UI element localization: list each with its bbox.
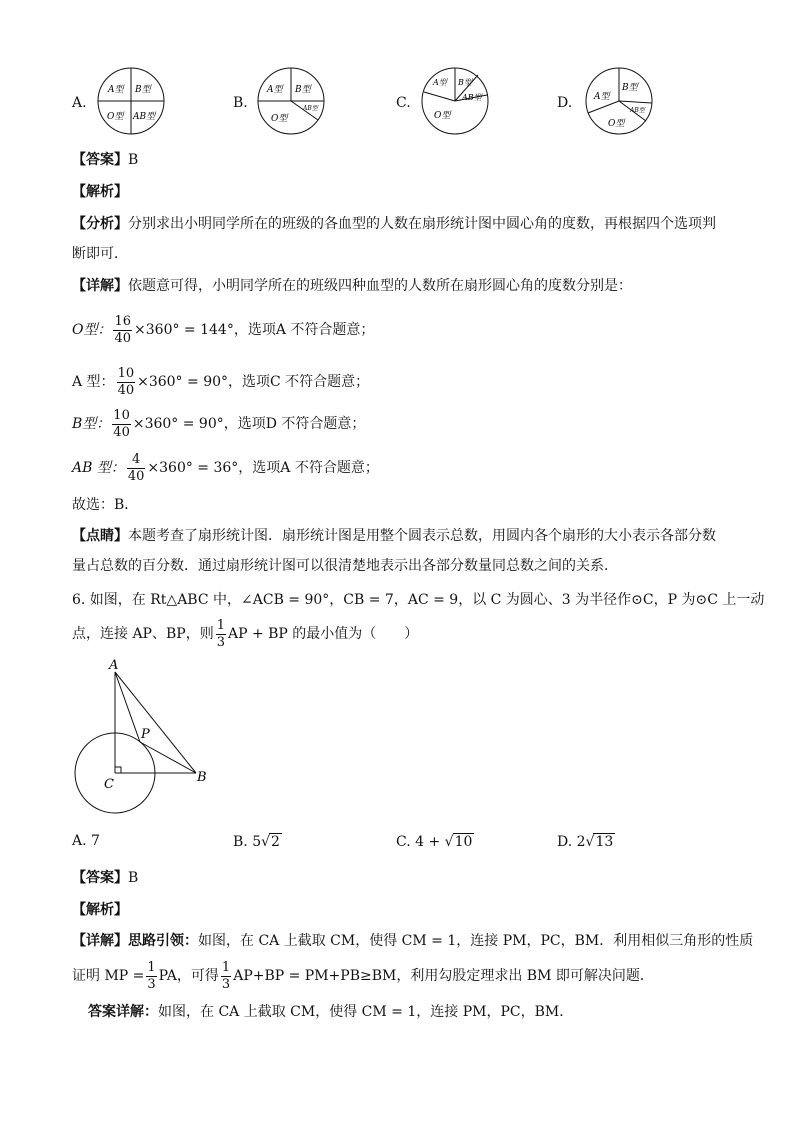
q6-silu-bold: 思路引领： [128, 933, 198, 949]
q6-option-d-radicand: 13 [595, 834, 614, 850]
calc-row-a-expr: ×360° = 90°，选项C 不符合题意； [137, 374, 370, 390]
pie-d-label-ab: AB型 [630, 107, 645, 114]
pie-c-label-o: O型 [434, 111, 451, 121]
pie-d-label-b: B型 [622, 83, 638, 93]
pie-b-label-a: A型 [267, 85, 283, 95]
calc-row-ab [72, 450, 379, 486]
q5-dianjing-text-1: 本题考查了扇形统计图．扇形统计图是用整个圆表示总数，用圆内各个扇形的大小表示各部分数 [128, 528, 716, 544]
q6-option-b-radicand: 2 [271, 834, 280, 850]
q6-silu-text-2a: 证明 MP = [72, 968, 145, 984]
q5-choose-line: 故选：B． [72, 497, 139, 513]
q5-fenxi-text-1: 分别求出小明同学所在的班级的各血型的人数在扇形统计图中圆心角的度数，再根据四个选项判 [128, 216, 716, 232]
pie-a-label-o: O型 [107, 112, 124, 122]
q6-option-b: B. 5√2 [233, 834, 280, 850]
q5-xiangjie-line [72, 276, 632, 296]
calc-row-a-fraction: $\frac{10}{40}$ [117, 365, 135, 398]
q6-stem-fraction: $\frac{1}{3}$ [216, 617, 225, 650]
q6-answer: B [128, 870, 139, 886]
q6-geometry-figure [64, 652, 224, 822]
pie-c-label-b: B型 [458, 78, 472, 87]
calc-row-ab-expr: ×360° = 36°，选项A 不符合题意； [147, 460, 379, 476]
pie-d-label-a: A型 [594, 92, 610, 102]
q6-silu-text-2b: PA，可得 [158, 968, 219, 984]
q6-option-d: D. 2√13 [557, 834, 614, 850]
q5-dianjing-line-1 [72, 526, 716, 546]
calc-row-b-expr: ×360° = 90°，选项D 不符合题意； [132, 416, 366, 432]
q5-answer-line [72, 150, 138, 170]
pie-c-label-a: A型 [433, 78, 447, 87]
q6-silu-fraction-2: $\frac{1}{3}$ [221, 959, 231, 992]
q6-stem-text-b: AP + BP 的最小值为（ ） [227, 626, 419, 642]
q6-analysis-tag: 【解析】 [72, 902, 128, 918]
pie-d-label-o: O型 [608, 119, 625, 129]
pie-b-label-b: B型 [295, 85, 311, 95]
q6-silu-fraction-1: $\frac{1}{3}$ [147, 959, 156, 992]
calc-row-ab-type: AB 型： [72, 460, 125, 476]
pie-c-label-ab: AB型 [462, 93, 482, 102]
q6-daan-text: 如图，在 CA 上截取 CM，使得 CM = 1，连接 PM，PC，BM． [158, 1004, 574, 1020]
q5-fenxi-line-2: 断即可． [72, 246, 128, 262]
q6-xiangjie-line-2 [72, 958, 654, 994]
pie-chart-b [256, 66, 326, 136]
q6-daan-bold: 答案详解： [88, 1004, 158, 1020]
pie-chart-a [96, 66, 166, 136]
calc-row-b [72, 406, 365, 442]
pie-a-label-a: A型 [108, 85, 124, 95]
figure-label-a: A [109, 658, 119, 673]
q6-daan-line [88, 1002, 573, 1022]
calc-row-a [72, 364, 369, 400]
calc-row-b-fraction: $\frac{10}{40}$ [113, 407, 130, 440]
q5-xiangjie-tag: 【详解】 [72, 278, 128, 294]
q5-fenxi-tag: 【分析】 [72, 216, 128, 232]
q6-silu-text-1: 如图，在 CA 上截取 CM，使得 CM = 1，连接 PM，PC，BM．利用相似三角形的性质 [198, 933, 754, 949]
q5-dianjing-tag: 【点睛】 [72, 528, 128, 544]
q5-analysis-line [72, 182, 128, 202]
q6-option-a: A. 7 [72, 833, 100, 849]
pie-b-label-o: O型 [271, 114, 288, 124]
q6-stem-line-2 [72, 616, 418, 652]
q6-silu-text-2c: AP+BP = PM+PB≥BM，利用勾股定理求出 BM 即可解决问题． [233, 968, 654, 984]
q5-xiangjie-text: 依题意可得，小明同学所在的班级四种血型的人数所在扇形圆心角的度数分别是： [128, 278, 632, 294]
q6-analysis-line [72, 900, 128, 920]
q6-answer-line [72, 868, 138, 888]
calc-row-o [72, 312, 374, 348]
calc-row-o-fraction: $\frac{16}{40}$ [114, 313, 132, 346]
q5-dianjing-line-2: 量占总数的百分数．通过扇形统计图可以很清楚地表示出各部分数量同总数之间的关系． [72, 558, 618, 574]
pie-chart-d [584, 66, 654, 136]
q5-analysis-tag: 【解析】 [72, 184, 128, 200]
pie-a-label-b: B型 [135, 85, 151, 95]
q6-option-c-radicand: 10 [454, 834, 473, 850]
calc-row-b-type: B型： [72, 416, 111, 432]
option-b-label: B. [233, 95, 248, 111]
calc-row-a-type: A 型： [72, 374, 115, 390]
q5-answer: B [128, 152, 139, 168]
option-a-label: A. [72, 95, 87, 111]
calc-row-o-expr: ×360° = 144°，选项A 不符合题意； [134, 322, 375, 338]
q6-stem-line-1: 6. 如图，在 Rt△ABC 中，∠ACB = 90°，CB = 7，AC = 9，以 C 为圆心、3 为半径作⊙C，P 为⊙C 上一动 [72, 592, 765, 608]
q6-xiangjie-tag: 【详解】 [72, 933, 128, 949]
q6-answer-tag: 【答案】 [72, 870, 128, 886]
option-c-label: C. [396, 95, 411, 111]
q6-stem-text-a: 点，连接 AP、BP，则 [72, 626, 214, 642]
pie-a-label-ab: AB型 [133, 112, 156, 122]
pie-b-label-ab: AB型 [303, 105, 318, 112]
figure-label-p: P [141, 727, 150, 742]
q6-option-c: C. 4 + √10 [396, 834, 473, 850]
q5-fenxi-line-1 [72, 214, 716, 234]
q5-answer-tag: 【答案】 [72, 152, 128, 168]
figure-label-b: B [197, 770, 207, 785]
pie-chart-c [420, 66, 490, 136]
calc-row-o-type: O型： [72, 322, 112, 338]
q6-xiangjie-line-1 [72, 931, 753, 951]
figure-label-c: C [104, 777, 114, 792]
option-d-label: D. [557, 95, 573, 111]
calc-row-ab-fraction: $\frac{4}{40}$ [127, 451, 145, 484]
